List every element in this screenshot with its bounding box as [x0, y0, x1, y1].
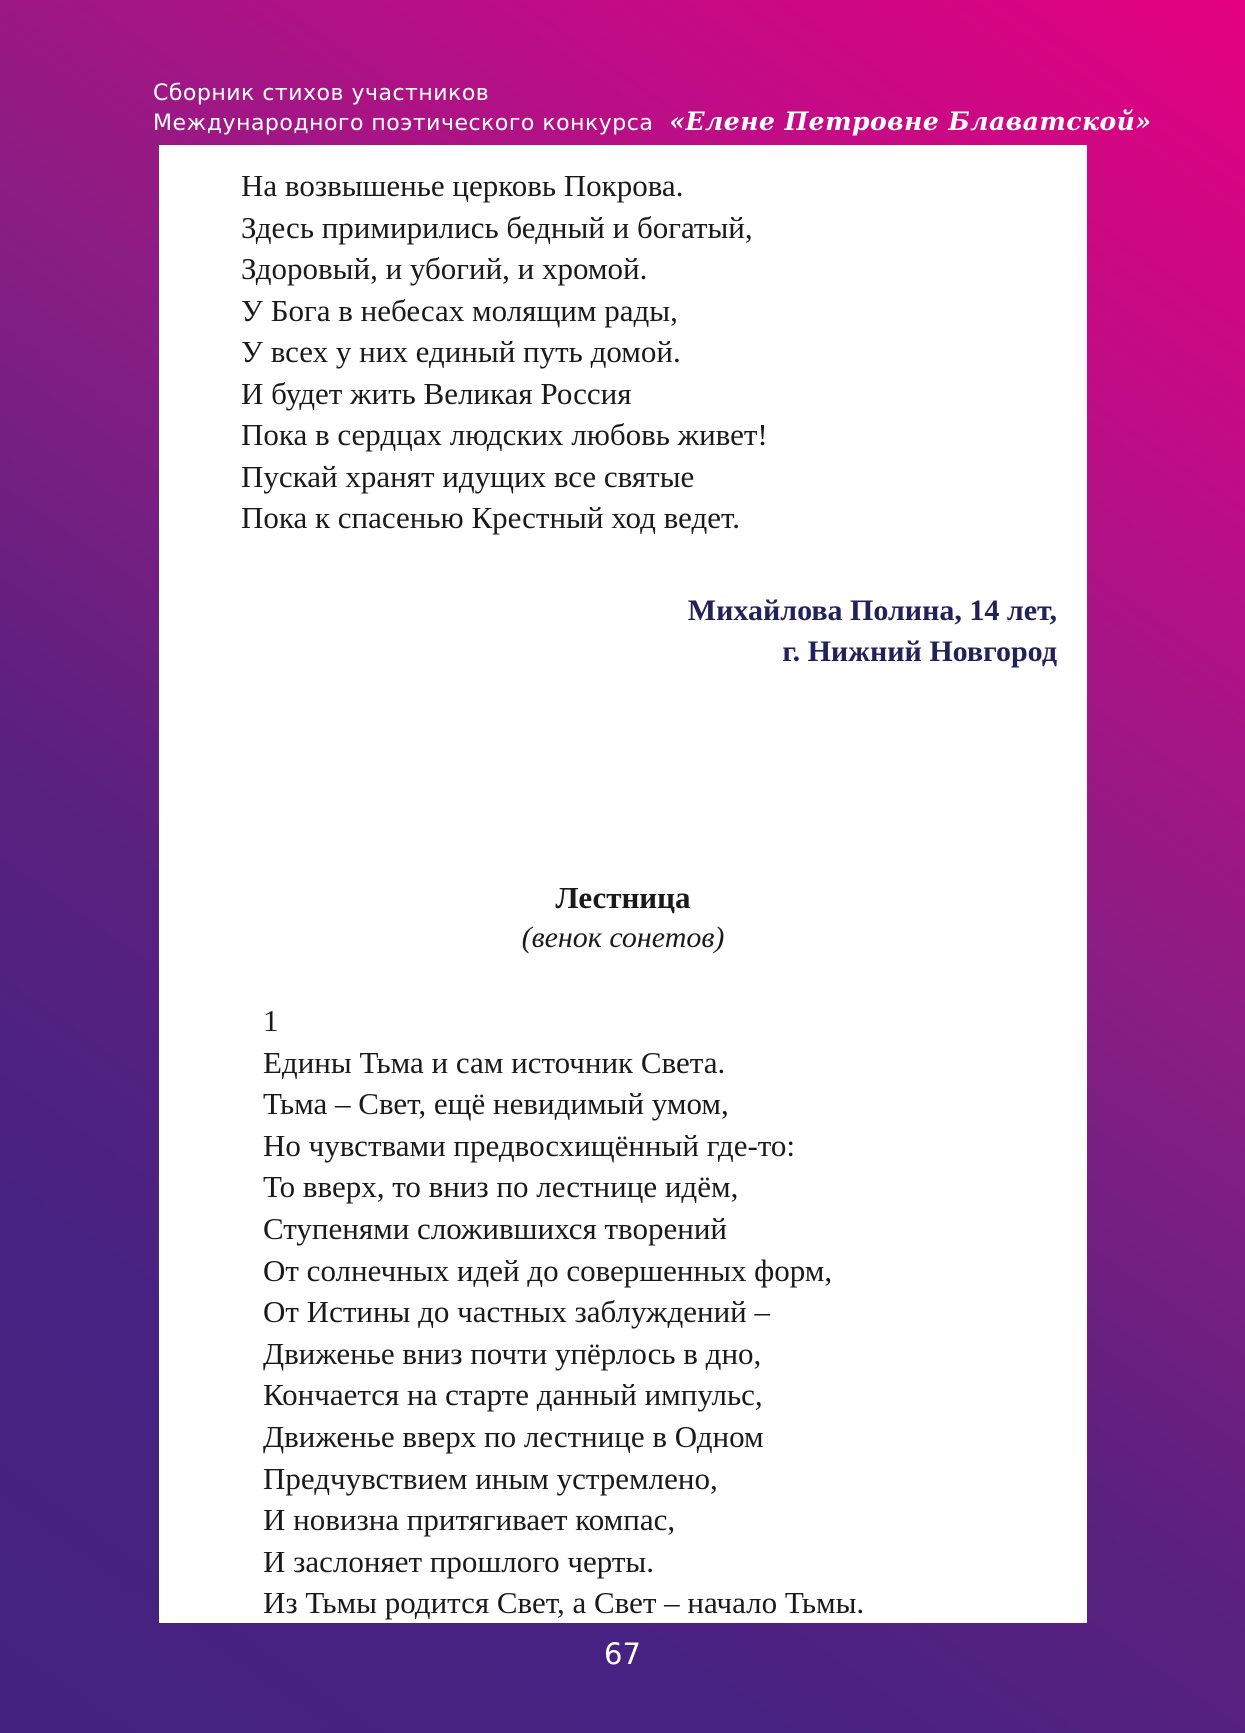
verse-line: Предчувствием иным устремлено, [263, 1460, 718, 1496]
verse-line: Пускай хранят идущих все святые [241, 458, 695, 494]
section-number: 1 [263, 1003, 279, 1038]
verse-line: Тьма – Свет, ещё невидимый умом, [263, 1086, 729, 1122]
poem-subtitle: (венок сонетов) [521, 921, 725, 954]
page-number: 67 [604, 1637, 641, 1671]
verse-line: Ступенями сложившихся творений [263, 1210, 728, 1246]
verse-line: Но чувствами предвосхищённый где-то: [263, 1127, 796, 1163]
contest-name: «Елене Петровне Блаватской» [669, 107, 1152, 136]
verse-line: Пока к спасенью Крестный ход ведет. [241, 500, 740, 535]
verse-line: На возвышенье церковь Покрова. [241, 168, 684, 203]
author-city: г. Нижний Новгород [782, 635, 1057, 668]
verse-line: У Бога в небесах молящим рады, [241, 292, 678, 328]
verse-line: У всех у них единый путь домой. [241, 334, 681, 369]
verse-line: Едины Тьма и сам источник Света. [263, 1044, 726, 1080]
poem-1 [241, 165, 768, 539]
header-line-2-text: Международного поэтического конкурса [153, 111, 654, 136]
author-name: Михайлова Полина, 14 лет, [687, 594, 1057, 627]
verse-line: Здоровый, и убогий, и хромой. [241, 251, 648, 286]
verse-line: Из Тьмы родится Свет, а Свет – начало Тьмы. [263, 1585, 865, 1621]
header-line-2 [153, 107, 1152, 138]
verse-line: Кончается на старте данный импульс, [263, 1377, 763, 1413]
verse-line: То вверх, то вниз по лестнице идём, [263, 1169, 739, 1205]
verse-line: Здесь примирились бедный и богатый, [241, 209, 753, 245]
verse-line: Пока в сердцах людских любовь живет! [241, 417, 768, 452]
page-content [159, 145, 1087, 1623]
collection-header [153, 80, 1152, 138]
poem-title: Лестница [555, 880, 691, 915]
verse-line: От солнечных идей до совершенных форм, [263, 1252, 833, 1288]
poem-2-heading [159, 878, 1087, 958]
header-line-1: Сборник стихов участников [153, 81, 490, 106]
verse-line: И заслоняет прошлого черты. [263, 1543, 654, 1579]
verse-line: Движенье вверх по лестнице в Одном [263, 1418, 764, 1454]
author-signature [688, 590, 1057, 672]
verse-line: Движенье вниз почти упёрлось в дно, [263, 1335, 762, 1371]
poem-2 [263, 1000, 864, 1624]
verse-line: От Истины до частных заблуждений – [263, 1294, 771, 1330]
verse-line: И новизна притягивает компас, [263, 1502, 676, 1538]
verse-line: И будет жить Великая Россия [241, 375, 632, 411]
